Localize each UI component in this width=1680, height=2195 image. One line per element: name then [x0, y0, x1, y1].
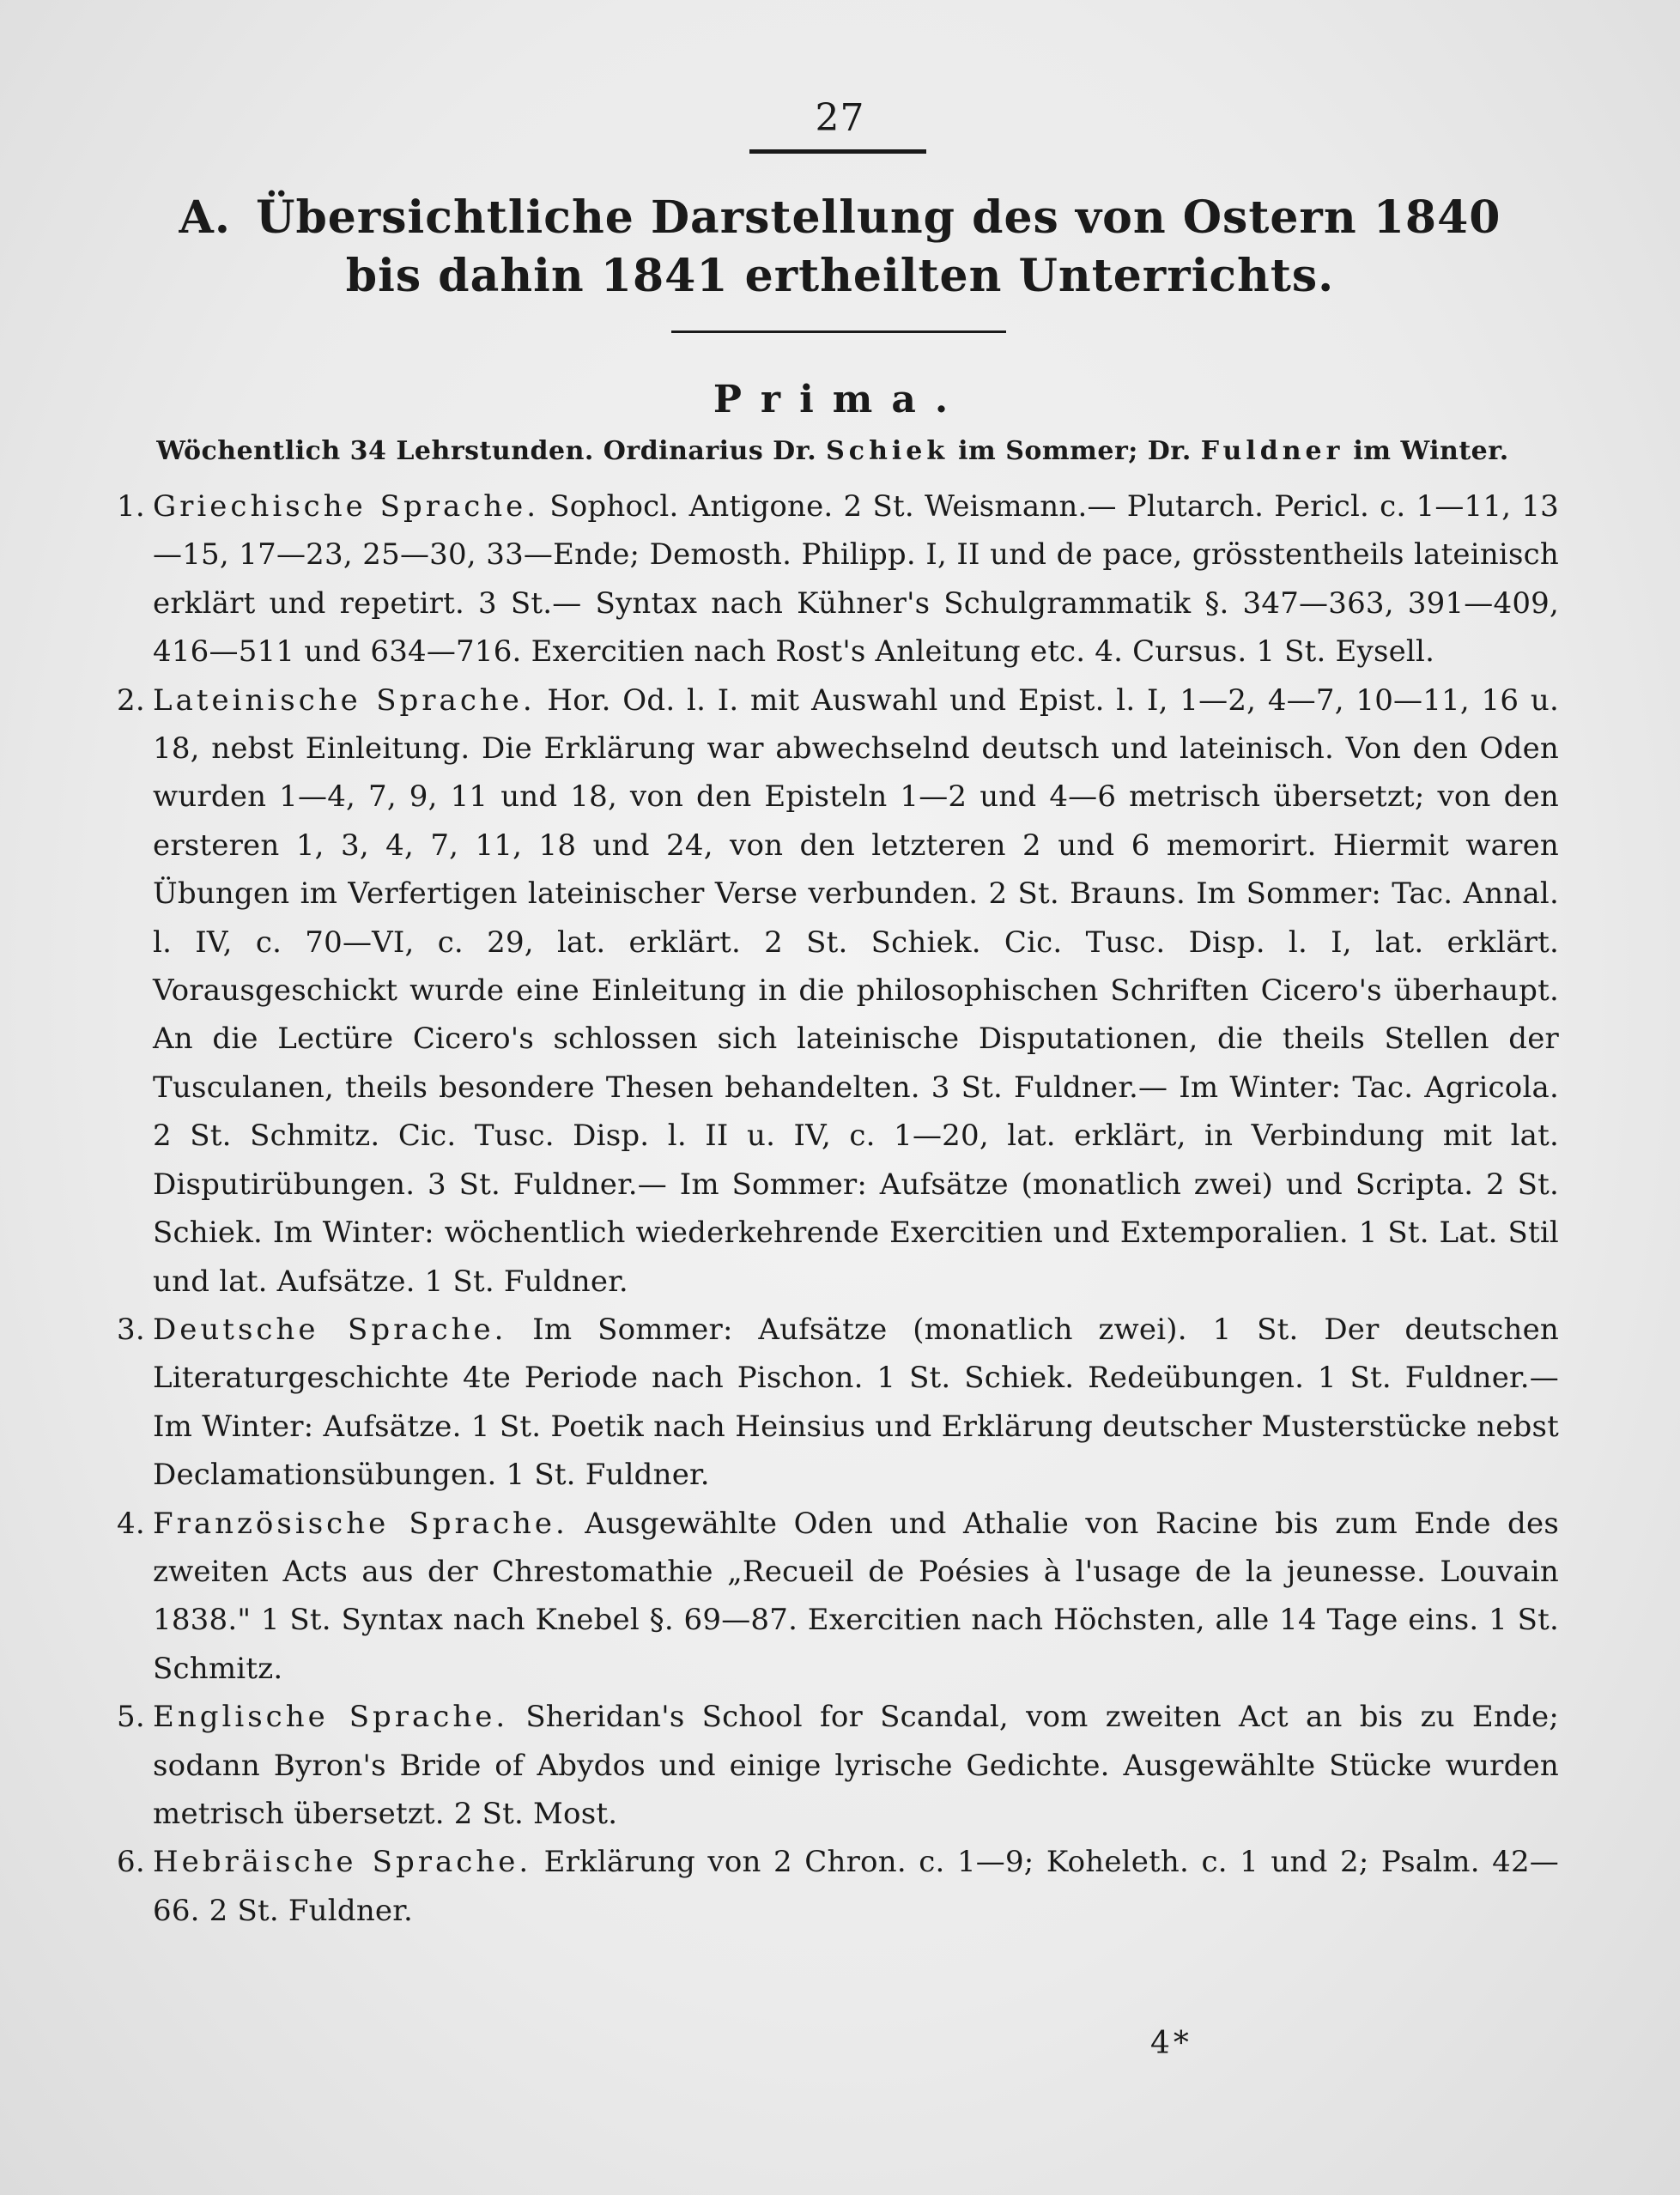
subject-list [117, 482, 1559, 1935]
item-text: Sheridan's School for Scandal, vom zweiten Act an bis zu Ende; sodann Byron's Bride of Abydos und einige lyrische Gedichte. Ausgewählte Stücke wurden metrisch übersetzt. 2 St. Most. [153, 1700, 1559, 1831]
item-subject: Hebräische Sprache. [153, 1845, 532, 1880]
header-rule [749, 149, 926, 154]
signature-mark: 4* [1150, 2026, 1192, 2061]
item-text: Ausgewählte Oden und Athalie von Racine bis zum Ende des zweiten Acts aus der Chrestomathie „Recueil de Poésies à l'usage de la jeunesse. Louvain 1838." 1 St. Syntax nach Knebel §. 69—87. Exercitien nach Höchsten, alle 14 Tage eins. 1 St. Schmitz. [153, 1506, 1559, 1686]
item-number: 6. [117, 1845, 145, 1880]
heading-label: A. [179, 191, 231, 244]
subject-item-english [117, 1693, 1559, 1838]
subject-item-german [117, 1306, 1559, 1500]
item-text: Erklärung von 2 Chron. c. 1—9; Koheleth. c. 1 und 2; Psalm. 42—66. 2 St. Fuldner. [153, 1845, 1559, 1928]
item-subject: Englische Sprache. [153, 1700, 509, 1735]
item-subject: Lateinische Sprache. [153, 682, 536, 718]
subject-item-hebrew [117, 1838, 1559, 1935]
item-subject: Griechische Sprache. [153, 489, 540, 524]
subject-item-latin [117, 676, 1559, 1306]
schedule-line [137, 436, 1528, 466]
schedule-part-3: im Winter. [1353, 436, 1509, 466]
item-number: 5. [117, 1700, 145, 1735]
item-number: 2. [117, 682, 145, 718]
item-subject: Französische Sprache. [153, 1506, 568, 1541]
item-number: 3. [117, 1312, 145, 1347]
teacher-name-1: Schiek [826, 436, 949, 466]
section-heading [77, 189, 1603, 306]
schedule-part-1: Wöchentlich 34 Lehrstunden. Ordinarius Dr. [156, 436, 817, 466]
item-subject: Deutsche Sprache. [153, 1312, 507, 1347]
page-number: 27 [815, 96, 865, 140]
subject-item-greek [117, 482, 1559, 676]
schedule-part-2: im Sommer; Dr. [958, 436, 1192, 466]
teacher-name-2: Fuldner [1200, 436, 1344, 466]
subject-item-french [117, 1500, 1559, 1694]
class-title: Prima. [713, 378, 967, 421]
heading-line-1: Übersichtliche Darstellung des von Ostern 1840 [256, 191, 1501, 244]
item-number: 1. [117, 489, 145, 524]
item-text: Im Sommer: Aufsätze (monatlich zwei). 1 St. Der deutschen Literaturgeschichte 4te Periode nach Pischon. 1 St. Schiek. Redeübungen. 1 St. Fuldner.— Im Winter: Aufsätze. 1 St. Poetik nach Heinsius und Erklärung deutscher Musterstücke nebst Declamationsübungen. 1 St. Fuldner. [153, 1312, 1559, 1493]
item-text: Sophocl. Antigone. 2 St. Weismann.— Plutarch. Pericl. c. 1—11, 13—15, 17—23, 25—30, 33—Ende; Demosth. Philipp. I, II und de pace, grösstentheils lateinisch erklärt und repetirt. 3 St.— Syntax nach Kühner's Schulgrammatik §. 347—363, 391—409, 416—511 und 634—716. Exercitien nach Rost's Anleitung etc. 4. Cursus. 1 St. Eysell. [153, 489, 1559, 670]
item-text: Hor. Od. l. I. mit Auswahl und Epist. l. I, 1—2, 4—7, 10—11, 16 u. 18, nebst Einleitung. Die Erklärung war abwechselnd deutsch und lateinisch. Von den Oden wurden 1—4, 7, 9, 11 und 18, von den Episteln 1—2 und 4—6 metrisch übersetzt; von den ersteren 1, 3, 4, 7, 11, 18 und 24, von den letzteren 2 und 6 memorirt. Hiermit waren Übungen im Verfertigen lateinischer Verse verbunden. 2 St. Brauns. Im Sommer: Tac. Annal. l. IV, c. 70—VI, c. 29, lat. erklärt. 2 St. Schiek. Cic. Tusc. Disp. l. I, lat. erklärt. Vorausgeschickt wurde eine Einleitung in die philosophischen Schriften Cicero's überhaupt. An die Lectüre Cicero's schlossen sich lateinische Disputationen, die theils Stellen der Tusculanen, theils besondere Thesen behandelten. 3 St. Fuldner.— Im Winter: Tac. Agricola. 2 St. Schmitz. Cic. Tusc. Disp. l. II u. IV, c. 1—20, lat. erklärt, in Verbindung mit lat. Disputirübungen. 3 St. Fuldner.— Im Sommer: Aufsätze (monatlich zwei) und Scripta. 2 St. Schiek. Im Winter: wöchentlich wiederkehrende Exercitien und Extemporalien. 1 St. Lat. Stil und lat. Aufsätze. 1 St. Fuldner. [153, 682, 1559, 1299]
item-number: 4. [117, 1506, 145, 1541]
heading-line-2: bis dahin 1841 ertheilten Unterrichts. [345, 250, 1335, 302]
heading-rule [671, 330, 1006, 333]
